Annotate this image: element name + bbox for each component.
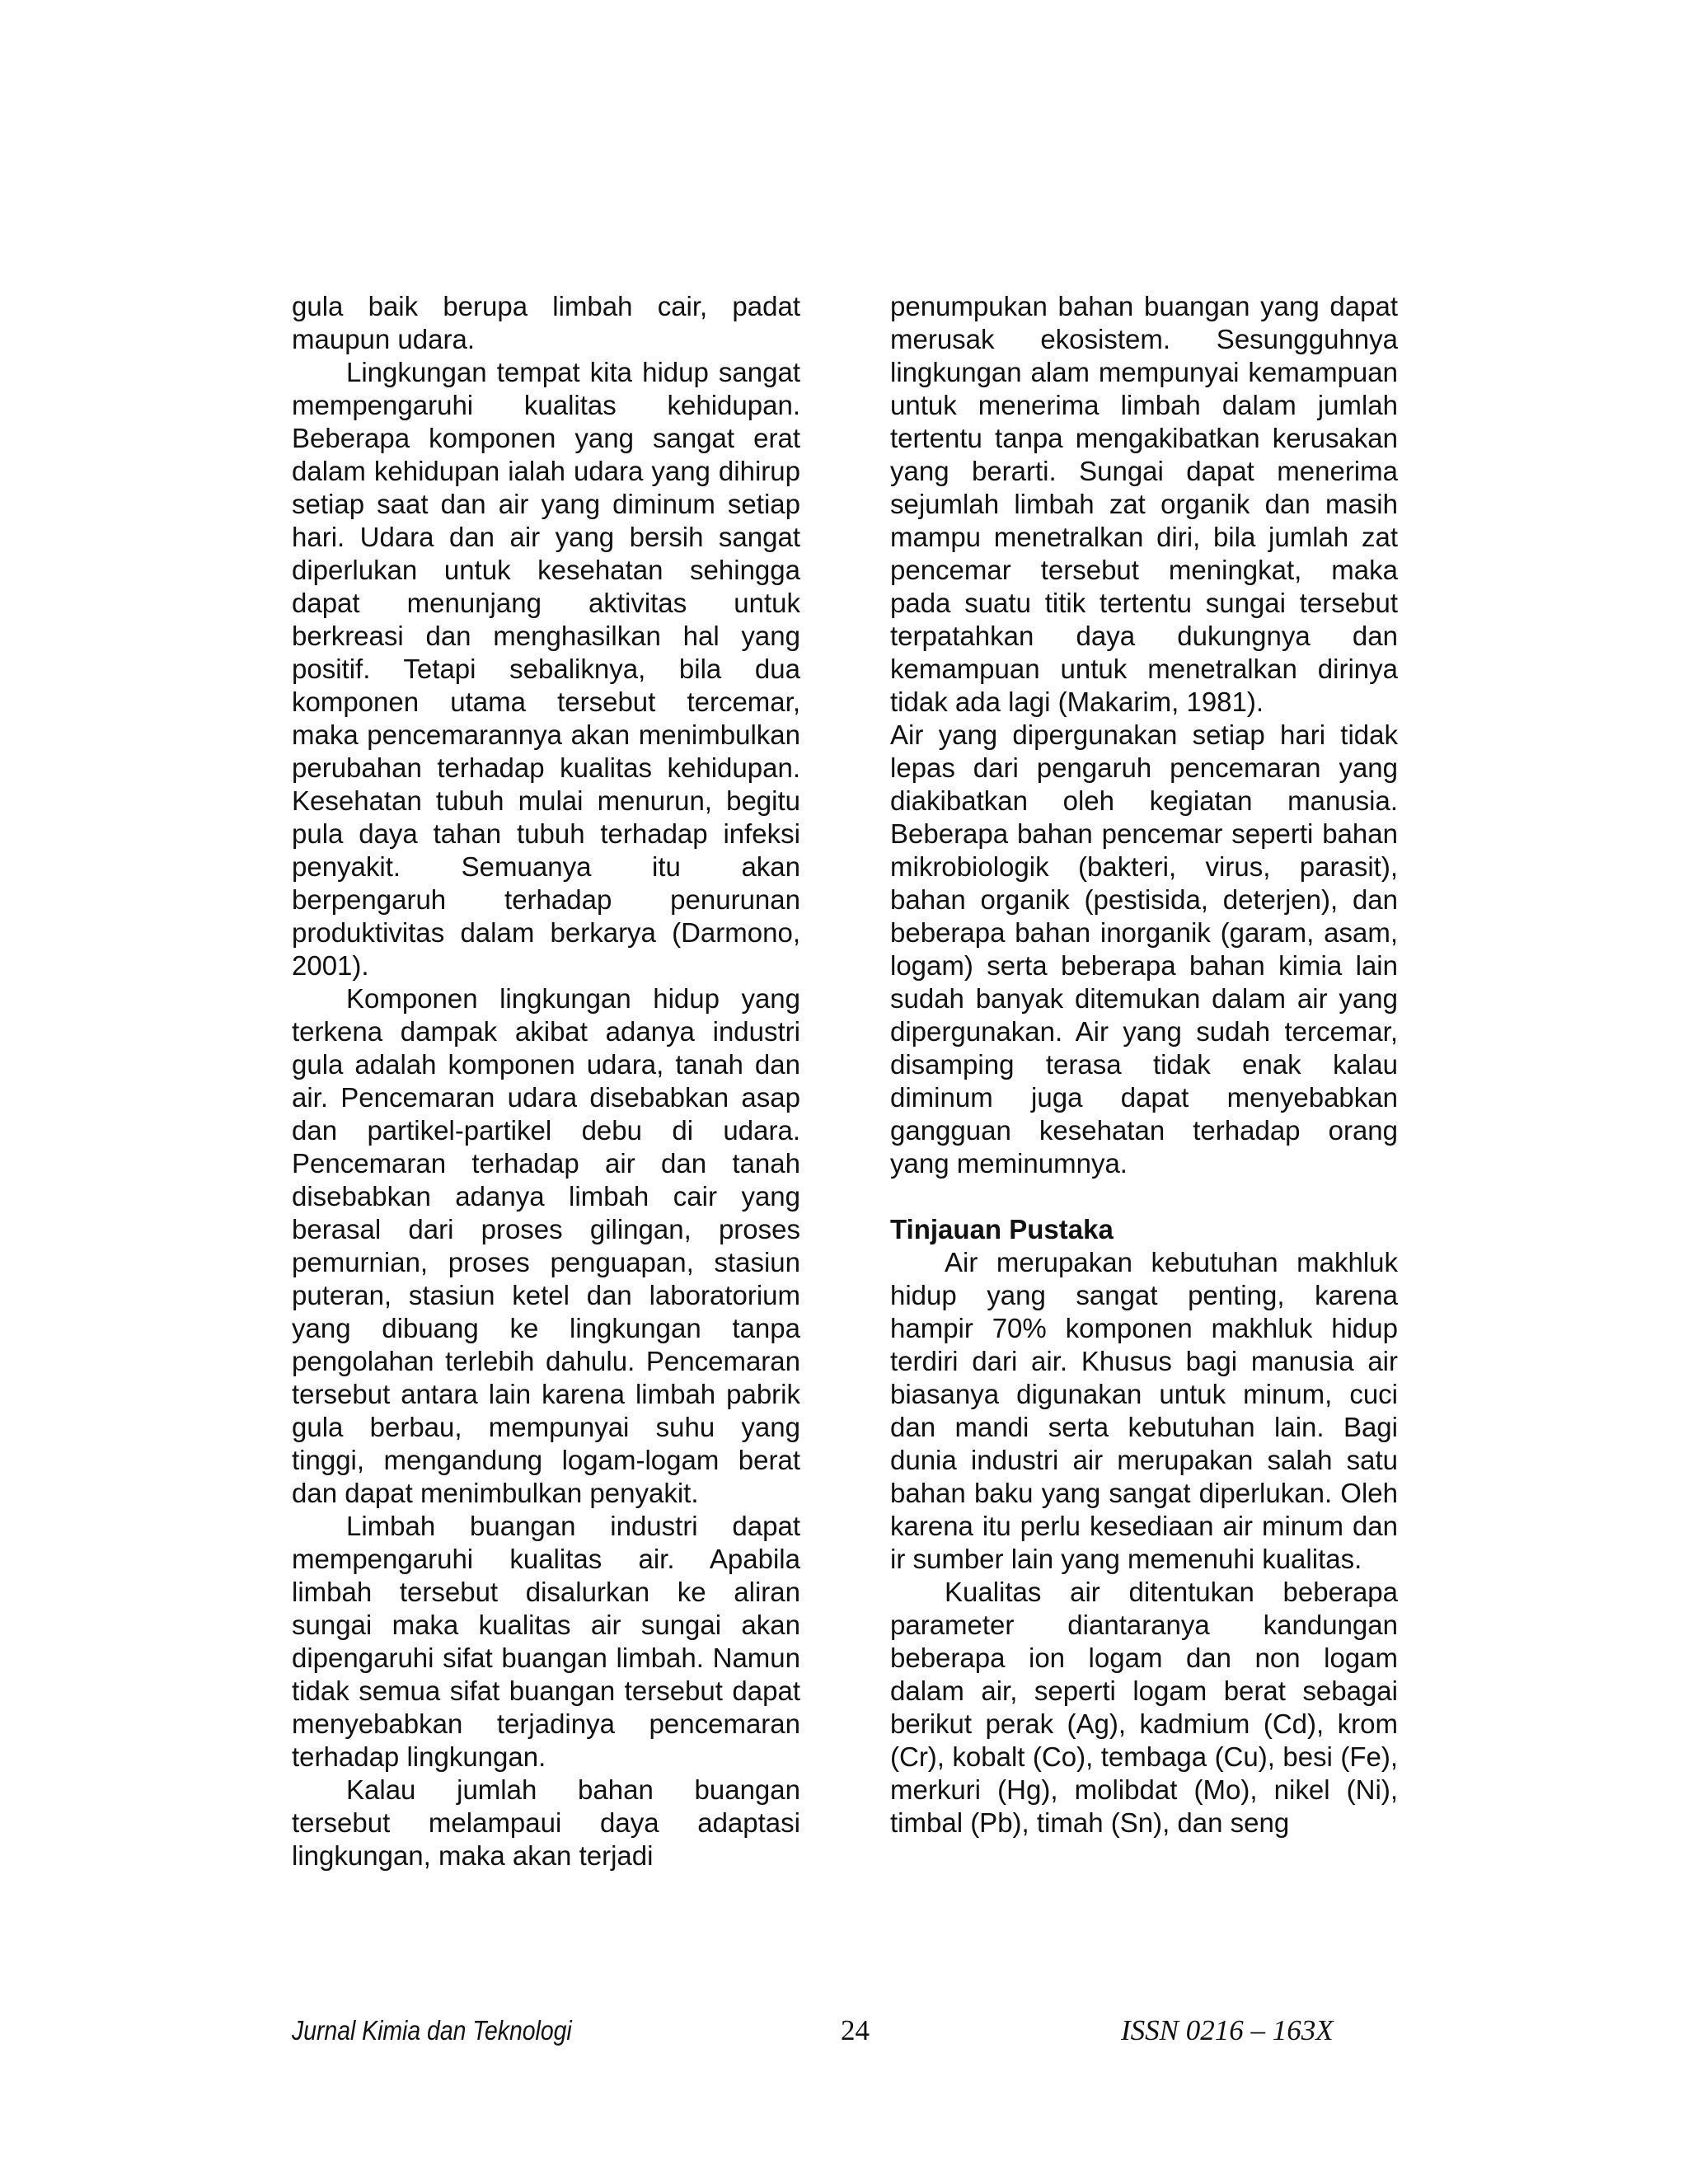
footer-journal-name: Jurnal Kimia dan Teknologi (292, 2015, 572, 2046)
footer-page-number: 24 (841, 2014, 870, 2046)
paragraph-lingkungan: Lingkungan tempat kita hidup sangat mempengaruhi kualitas kehidupan. Beberapa komponen yang sangat erat dalam kehidupan ialah udara yang dihirup setiap saat dan air yang diminum setiap hari. Udara dan air yang bersih sangat diperlukan untuk kesehatan sehingga dapat menunjang aktivitas untuk berkreasi dan menghasilkan hal yang positif. Tetapi sebaliknya, bila dua komponen utama tersebut tercemar, maka pencemarannya akan menimbulkan perubahan terhadap kualitas kehidupan. Kesehatan tubuh mulai menurun, begitu pula daya tahan tubuh terhadap infeksi penyakit. Semuanya itu akan berpengaruh terhadap penurunan produktivitas dalam berkarya (Darmono, 2001). (292, 357, 800, 981)
paragraph-penumpukan: penumpukan bahan buangan yang dapat merusak ekosistem. Sesungguhnya lingkungan alam mempunyai kemampuan untuk menerima limbah dalam jumlah tertentu tanpa mengakibatkan kerusakan yang berarti. Sungai dapat menerima sejumlah limbah zat organik dan masih mampu menetralkan diri, bila jumlah zat pencemar tersebut meningkat, maka pada suatu titik tertentu sungai tersebut terpatahkan daya dukungnya dan kemampuan untuk menetralkan dirinya tidak ada lagi (Makarim, 1981). (890, 291, 1398, 717)
right-text-column (890, 290, 1398, 1840)
paragraph-air-kebutuhan: Air merupakan kebutuhan makhluk hidup yang sangat penting, karena hampir 70% komponen makhluk hidup terdiri dari air. Khusus bagi manusia air biasanya digunakan untuk minum, cuci dan mandi serta kebutuhan lain. Bagi dunia industri air merupakan salah satu bahan baku yang sangat diperlukan. Oleh karena itu perlu kesediaan air minum dan ir sumber lain yang memenuhi kualitas. (890, 1247, 1398, 1574)
left-text-column (292, 290, 800, 1872)
paragraph-komponen: Komponen lingkungan hidup yang terkena dampak akibat adanya industri gula adalah komponen udara, tanah dan air. Pencemaran udara disebabkan asap dan partikel-partikel debu di udara. Pencemaran terhadap air dan tanah disebabkan adanya limbah cair yang berasal dari proses gilingan, proses pemurnian, proses penguapan, stasiun puteran, stasiun ketel dan laboratorium yang dibuang ke lingkungan tanpa pengolahan terlebih dahulu. Pencemaran tersebut antara lain karena limbah pabrik gula berbau, mempunyai suhu yang tinggi, mengandung logam-logam berat dan dapat menimbulkan penyakit. (292, 983, 800, 1508)
paragraph-limbah-buangan: Limbah buangan industri dapat mempengaruhi kualitas air. Apabila limbah tersebut disalurkan ke aliran sungai maka kualitas air sungai akan dipengaruhi sifat buangan limbah. Namun tidak semua sifat buangan tersebut dapat menyebabkan terjadinya pencemaran terhadap lingkungan. (292, 1511, 800, 1772)
footer-issn: ISSN 0216 – 163X (1121, 2014, 1334, 2046)
paragraph-kalau-jumlah: Kalau jumlah bahan buangan tersebut melampaui daya adaptasi lingkungan, maka akan terjadi (292, 1774, 800, 1871)
paragraph-continuation: gula baik berupa limbah cair, padat maupun udara. (292, 291, 800, 354)
paragraph-kualitas-air: Kualitas air ditentukan beberapa parameter diantaranya kandungan beberapa ion logam dan non logam dalam air, seperti logam berat sebagai berikut perak (Ag), kadmium (Cd), krom (Cr), kobalt (Co), tembaga (Cu), besi (Fe), merkuri (Hg), molibdat (Mo), nikel (Ni), timbal (Pb), timah (Sn), dan seng (890, 1577, 1398, 1838)
paragraph-air-dipergunakan: Air yang dipergunakan setiap hari tidak lepas dari pengaruh pencemaran yang diakibatkan oleh kegiatan manusia. Beberapa bahan pencemar seperti bahan mikrobiologik (bakteri, virus, parasit), bahan organik (pestisida, deterjen), dan beberapa bahan inorganik (garam, asam, logam) serta beberapa bahan kimia lain sudah banyak ditemukan dalam air yang dipergunakan. Air yang sudah tercemar, disamping terasa tidak enak kalau diminum juga dapat menyebabkan gangguan kesehatan terhadap orang yang meminumnya. (890, 719, 1398, 1179)
section-heading-tinjauan-pustaka: Tinjauan Pustaka (890, 1214, 1114, 1244)
